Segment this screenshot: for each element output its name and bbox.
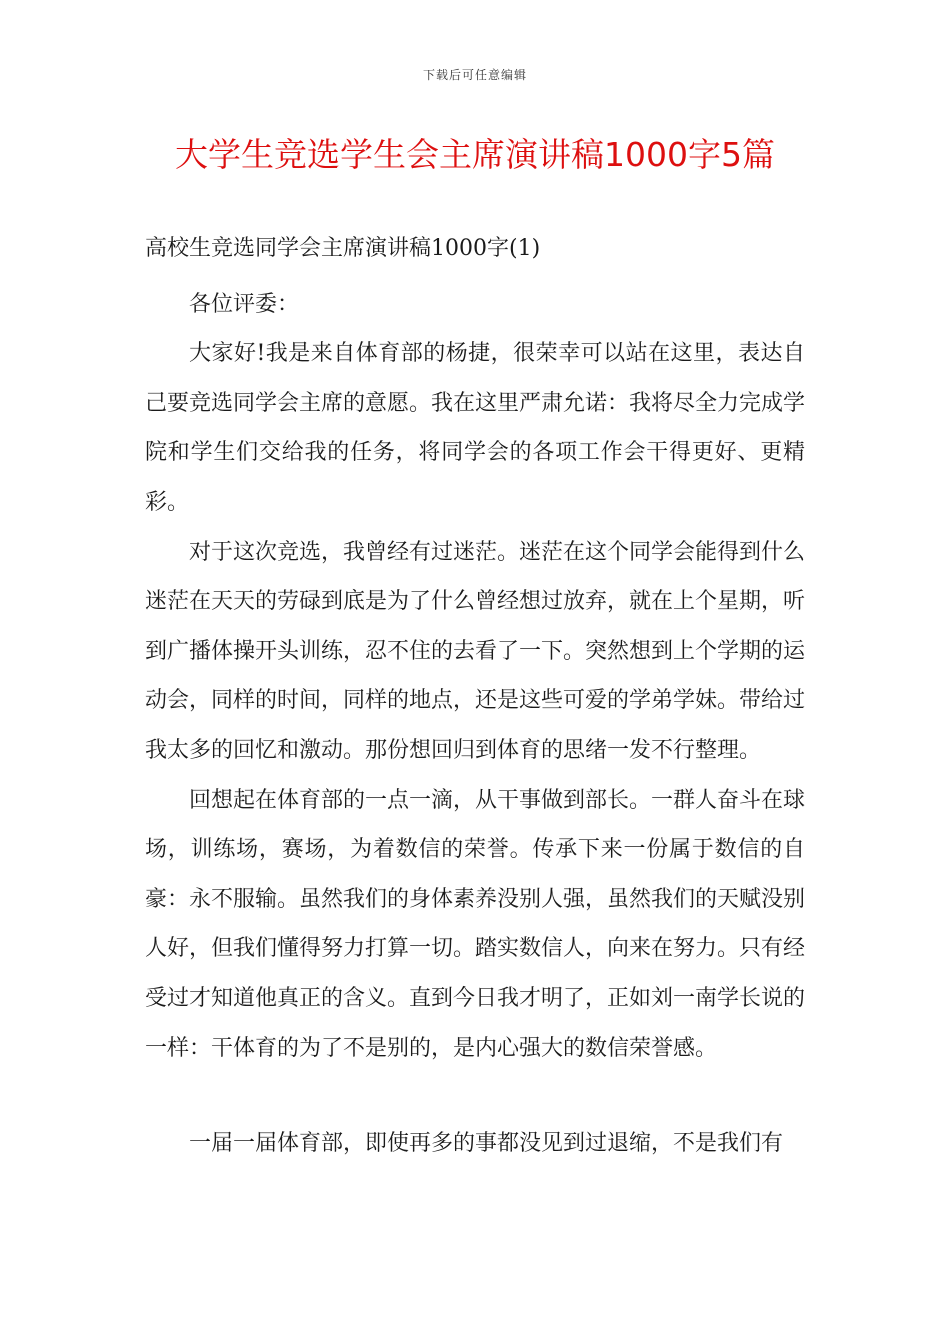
salutation: 各位评委： (189, 291, 300, 317)
section-subtitle: 高校生竞选同学会主席演讲稿1000字(1) (145, 236, 541, 261)
paragraph-3: 回想起在体育部的一点一滴，从干事做到部长。一群人奋斗在球场，训练场，赛场，为着数信的荣誉。传承下来一份属于数信的自豪：永不服输。虽然我们的身体素养没别人强，虽然我们的天赋没别人好，但我们懂得努力打算一切。踏实数信人，向来在努力。只有经受过才知道他真正的含义。直到今日我才明了，正如刘一南学长说的一样：干体育的为了不是别的，是内心强大的数信荣誉感。 (145, 787, 806, 1061)
header-note: 下载后可任意编辑 (422, 68, 527, 82)
document-title: 大学生竞选学生会主席演讲稿1000字5篇 (175, 135, 775, 174)
document-body (145, 224, 805, 1169)
paragraph-gap (145, 1073, 805, 1119)
paragraph-2: 对于这次竞选，我曾经有过迷茫。迷茫在这个同学会能得到什么迷茫在天天的劳碌到底是为了什么曾经想过放弃，就在上个星期，听到广播体操开头训练，忍不住的去看了一下。突然想到上个学期的运动会，同样的时间，同样的地点，还是这些可爱的学弟学妹。带给过我太多的回忆和激动。那份想回归到体育的思绪一发不行整理。 (145, 539, 806, 763)
paragraph-1: 大家好!我是来自体育部的杨捷，很荣幸可以站在这里，表达自己要竞选同学会主席的意愿。我在这里严肃允诺：我将尽全力完成学院和学生们交给我的任务，将同学会的各项工作会干得更好、更精彩。 (145, 341, 806, 515)
paragraph-4: 一届一届体育部，即使再多的事都没见到过退缩，不是我们有 (189, 1131, 784, 1157)
